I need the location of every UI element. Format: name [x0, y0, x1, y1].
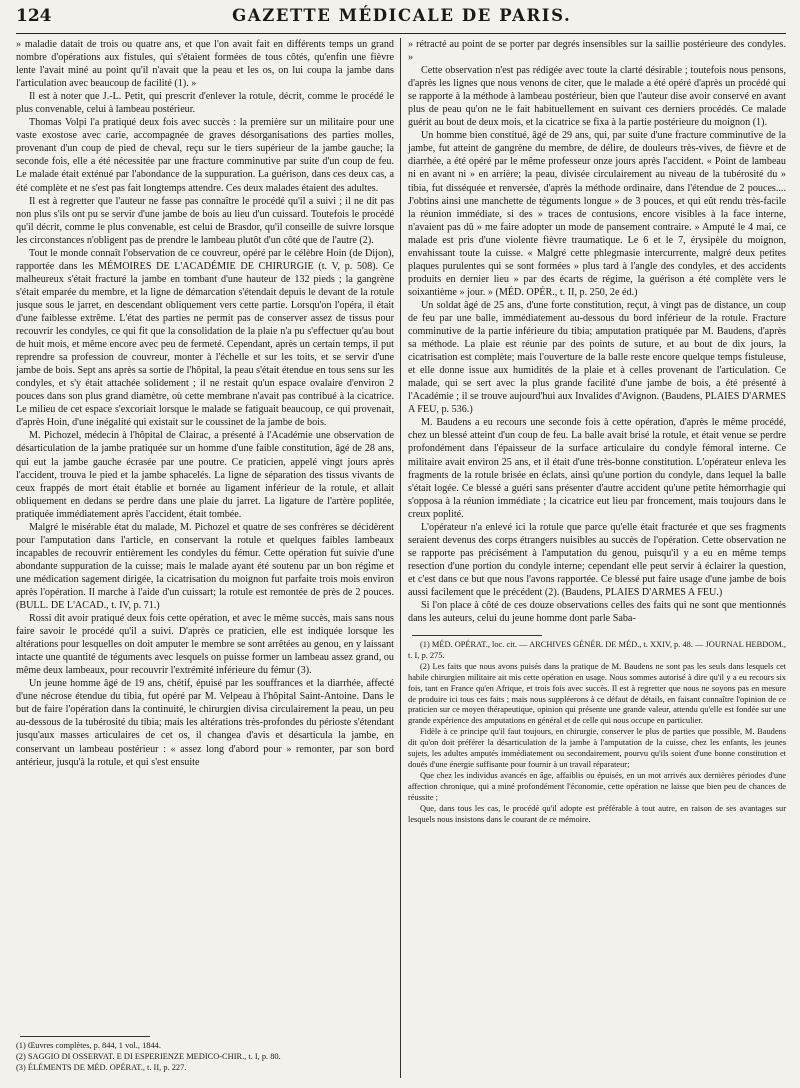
paragraph: Malgré le misérable état du malade, M. Pichozel et quatre de ses confrères se décidèrent pour l'amputation dans l'article, en conservant la rotule et quelques faibles lambeaux incapables de recouvrir entièrement les condyles du fémur. Cette opération fut suivie d'une abondante suppuration de la cuisse; mais le malade ayant été soutenu par un bon régime et une médication sagement dirigée, la cicatrisation du moignon fut parfaite trois mois environ après l'opération. Il marche à l'aide d'un cuissart; la rotule est remontée de près de 2 pouces. (BULL. DE L'ACAD., t. IV, p. 71.)	[16, 521, 394, 612]
header-rule	[16, 33, 786, 34]
paragraph: Un homme bien constitué, âgé de 29 ans, qui, par suite d'une fracture comminutive de la jambe, fut atteint de gangrène du membre, de délire, de douleurs très-vives, de fièvre et de diarrhée, a été opéré par le même professeur onze jours après l'accident. « Point de lambeau ni en avant ni » en arrière; la peau, divisée circulairement au niveau de la tubérosité du » tibia, fut disséquée et renversée, d'après la méthode ordinaire, dans l'étendue de 2 pouces.... J'obtins ainsi une manchette de téguments longue » de 3 pouces, et qui eût rendu très-facile la réunion immédiate, si des » traces de contusions, encore visibles à la face interne, n'avaient pas dû » me faire adopter un mode de pansement contraire. » Amputé le 4 mai, ce malade est pris d'une violente fièvre traumatique. Le 6 et le 7, érysipèle du moignon, envahissant toute la cuisse. « Malgré cette phlegmasie intercurrente, malgré deux petites plaques purulentes qui se sont formées » plus tard à l'angle des condyles, et des accidents produits en dernier lieu » par des écarts de régime, la guérison a été complète vers le soixantième » jour. » (MÉD. OPÉR., t. II, p. 250, 2e éd.)	[408, 130, 786, 298]
paragraph: Tout le monde connaît l'observation de ce couvreur, opéré par le célèbre Hoin (de Dijon), rapportée dans les MÉMOIRES DE L'ACADÉMIE DE CHIRURGIE (t. V, p. 508). Ce malheureux s'était fracturé la jambe en tombant d'une hauteur de 132 pieds ; la gangrène s'était emparée du membre, et la ligne de démarcation s'étendait depuis le devant de la rotule jusque sous le jarret, en descendant obliquement vers cette partie. Lorsqu'on l'opéra, il était d'une faiblesse extrême. L'état des parties ne permit pas de conserver assez de tissus pour recouvrir les condyles, ce qui fit que la consolidation de la plaie n'a pu s'effectuer qu'au bout de huit mois, et même encore avec peu de fermeté. Cependant, après un certain temps, il put reprendre sa profession de couvreur, monter à l'échelle et sur les toits, et se servir d'une jambe de bois. Sept ans après sa sortie de l'hôpital, la peau s'était étendue en tous sens sur les condyles, et s'y était attachée solidement ; il ne restait qu'un espace ovalaire d'environ 2 pouces dans son plus grand diamètre, où cette membrane n'avait pas contribué à la cicatrice. Le milieu de cet espace s'excoriait lorsque le malade se fatiguait beaucoup, ce qui provenait, d'après Hoin, d'une inégalité qui existait sur le coussinet de la jambe de bois.	[16, 247, 394, 429]
left-paragraphs	[16, 38, 394, 769]
footnote-rule	[412, 635, 542, 636]
footnote: (2) SAGGIO DI OSSERVAT. E DI ESPERIENZE MEDICO-CHIR., t. I, p. 80.	[16, 1052, 281, 1062]
paragraph: » maladie datait de trois ou quatre ans, et que l'on avait fait en différents temps un grand nombre d'opérations aux fistules, qui s'étaient formées de tous côtés, qu'enfin une fièvre lente l'avait miné au point qu'il n'avait que la peau et les os, on lui coupa la jambe dans l'articulation avec beaucoup de facilité (1). »	[16, 39, 394, 90]
right-paragraphs	[408, 38, 786, 625]
left-column	[16, 38, 400, 1078]
left-footnote-list	[16, 1041, 394, 1074]
right-column	[400, 38, 786, 1078]
right-footnote-list	[408, 640, 786, 825]
paragraph: Un jeune homme âgé de 19 ans, chétif, épuisé par les souffrances et la diarrhée, affecté d'une nécrose étendue du tibia, fut opéré par M. Velpeau à l'hôpital Saint-Antoine. Dans le but de faire l'opération dans la continuité, le chirurgien divisa circulairement la peau, un peu au-dessous de la tubérosité du tibia; mais les altérations très-profondes du périoste s'étendant jusqu'aux masses articulaires de cet os, il changea d'avis et désarticula la jambe, en conservant un lambeau postérieur : « assez long d'abord pour » remonter, par son bord antérieur, jusqu'à la rotule, et qui s'est ensuite	[16, 678, 394, 768]
paragraph: Thomas Volpi l'a pratiqué deux fois avec succès : la première sur un militaire pour une vaste exostose avec carie, accompagnée de graves désorganisations des parties molles, provenant d'un coup de pied de cheval, reçu sur le tiers supérieur de la jambe gauche; la seconde fois, elle a été nécessitée par une fracture comminutive par suite d'un coup de feu. Le malade était exténué par l'abondance de la suppuration. La guérison, dans ces deux cas, a été complète et ne s'est pas fait longtemps attendre. Ces deux malades étaient des adultes.	[16, 117, 394, 194]
paragraph: » rétracté au point de se porter par degrés insensibles sur la saillie postérieure des condyles. »	[408, 39, 786, 64]
paragraph: M. Pichozel, médecin à l'hôpital de Clairac, a présenté à l'Académie une observation de désarticulation de la jambe pratiquée sur un homme d'une faible constitution, âgé de 28 ans, qui eut la jambe gauche écrasée par une poutre. Ce praticien, appelé vingt jours après l'accident, trouva le pied et la jambe sphacelés. La ligne de séparation des tissus vivants de ceux frappés de mort était établie et bornée au ligament inférieur de la rotule, et allait obliquement en dedans se perdre dans une plaie du jarret. La ligature de l'artère poplitée, pratiquée immédiatement après l'accident, était tombée.	[16, 430, 394, 520]
paragraph: Il est à noter que J.-L. Petit, qui prescrit d'enlever la rotule, décrit, comme le procédé le plus convenable, celui à lambeau postérieur.	[16, 91, 394, 116]
footnote-rule	[20, 1036, 150, 1037]
page-header	[16, 6, 786, 32]
footnote: Que, dans tous les cas, le procédé qu'il adopte est préférable à tout autre, en raison de ses avantages sur lesquels nous insistons dans le courant de ce mémoire.	[408, 803, 786, 824]
footnote: Fidèle à ce principe qu'il faut toujours, en chirurgie, conserver le plus de parties que possible, M. Baudens dit qu'on doit préférer la désarticulation de la jambe à l'amputation de la cuisse, chez les enfants, les jeunes sujets, les adultes amputés immédiatement ou secondairement, pourvu qu'ils soient d'une bonne constitution et doués d'une énergie suffisante pour fournir à un travail réparateur;	[408, 727, 786, 769]
paragraph: L'opérateur n'a enlevé ici la rotule que parce qu'elle était fracturée et que ses fragments seraient devenus des corps étrangers nuisibles au succès de l'opération. Cette observation ne se rapporte pas précisément à l'amputation du genou, puisqu'il y a eu en même temps resection d'une portion du condyle interne; cependant elle peut servir à éclairer la question, et c'est dans ce but que nous l'avons rapportée. Ce blessé put faire usage d'une jambe de bois aussi facilement que le précédent (2). (Baudens, PLAIES D'ARMES A FEU.)	[408, 521, 786, 598]
paragraph: Cette observation n'est pas rédigée avec toute la clarté désirable ; toutefois nous pensons, d'après les lignes que nous venons de citer, que le malade a été opéré d'après un procédé qui se rapporte à la méthode à lambeau postérieur, bien que l'auteur dise avoir conservé en avant plus de peau qu'on ne le fait habituellement en suivant ces derniers procédés. Ce malade guérit au bout de deux mois, et la cicatrice se fixa à la partie postérieure du moignon (1).	[408, 65, 786, 129]
footnote: (1) MÉD. OPÉRAT., loc. cit. — ARCHIVES GÉNÉR. DE MÉD., t. XXIV, p. 48. — JOURNAL HEBDOM., t. I, p. 275.	[408, 640, 786, 660]
footnote: (2) Les faits que nous avons puisés dans la pratique de M. Baudens ne sont pas les seuls dans lesquels cet habile chirurgien militaire ait mis cette opération en usage. Nous sommes autorisé à dire qu'il y a eu recours six fois, tant en France qu'en Afrique, et trois fois avec succès. Il est à regretter que nous ne soyons pas en mesure de produire ici tous ces faits ; mais nous suppléerons à ce défaut de détails, en faisant connaître l'opinion de ce praticien sur ce moyen thérapeutique, opinion qui présente une grande valeur, attendu qu'elle est fondée sur une grande expérience des amputations en général et de celle qui nous occupe en particulier.	[408, 661, 786, 726]
paragraph: Rossi dit avoir pratiqué deux fois cette opération, et avec le même succès, mais sans nous faire savoir le procédé qu'il a suivi. D'après ce praticien, elle est indiquée lorsque les altérations pour lesquelles on doit amputer le membre se sont arrêtées au genou, en y laissant intacte une quantité de téguments avec lesquels on puisse former un lambeau assez grand, ou même deux lambeaux, pour recouvrir l'extrémité inférieure du fémur (3).	[16, 613, 394, 677]
paragraph: M. Baudens a eu recours une seconde fois à cette opération, d'après le même procédé, chez un blessé atteint d'un coup de feu. La balle avait brisé la rotule, et était venue se perdre profondément dans l'épaisseur de la surface articulaire du condyle fémoral interne. Ce militaire avait environ 25 ans, et il était d'une très-bonne constitution. L'opérateur enleva les fragments de la rotule brisée en éclats, ainsi qu'une portion du condyle, dans lequel la balle s'était logée. Ce blessé a guéri sans présenter d'autre accident qu'une petite hémorrhagie qui s'opposa à la réunion immédiate ; la cicatrice eut lieu par froncement, mais toujours dans le creux poplité.	[408, 417, 786, 520]
page-number: 124	[16, 6, 52, 26]
footnote: (3) ÉLÉMENTS DE MÉD. OPÉRAT., t. II, p. 227.	[16, 1063, 187, 1073]
left-footnotes	[16, 1028, 394, 1074]
two-column-body	[16, 38, 786, 1078]
journal-title: GAZETTE MÉDICALE DE PARIS.	[232, 6, 572, 25]
paragraph: Si l'on place à côté de ces douze observations celles des faits qui ne sont que mentionnés dans les auteurs, celui du jeune homme dont parle Saba-	[408, 600, 786, 625]
footnote: (1) Œuvres complètes, p. 844, 1 vol., 1844.	[16, 1041, 161, 1051]
paragraph: Il est à regretter que l'auteur ne fasse pas connaître le procédé qu'il a suivi ; il ne dit pas non plus s'ils ont pu se servir d'une jambe de bois au lieu d'un cuissard. Toutefois le procédé qu'il décrit, comme le plus convenable, est celui de Brasdor, qu'il conseille de suivre lorsque les circonstances n'obligent pas de prendre le lambeau plutôt d'un côté que de l'autre (2).	[16, 195, 394, 246]
paragraph: Un soldat âgé de 25 ans, d'une forte constitution, reçut, à vingt pas de distance, un coup de feu par une balle, immédiatement au-dessous du bord inférieur de la rotule. Fracture comminutive de la partie inférieure du tibia; amputation pratiquée par M. Baudens, d'après sa méthode. La plaie est réunie par des points de suture, et au bout de dix jours, la cicatrisation est complète; mais l'ouverture de la balle reste encore quelque temps fistuleuse, et elle donne issue aux humidités de la plaie et à celles provenant de l'articulation. Ce malade, qui se sert avec la plus grande facilité d'une jambe de bois, a été présenté à l'Académie ; il se trouve aujourd'hui aux Invalides d'Avignon. (Baudens, PLAIES D'ARMES A FEU, p. 536.)	[408, 299, 786, 416]
footnote: Que chez les individus avancés en âge, affaiblis ou épuisés, en un mot arrivés aux dernières périodes d'une affection chronique, qui a miné profondément l'économie, cette opération ne laisse que bien peu de chances de réussite ;	[408, 770, 786, 802]
right-footnotes	[408, 627, 786, 825]
